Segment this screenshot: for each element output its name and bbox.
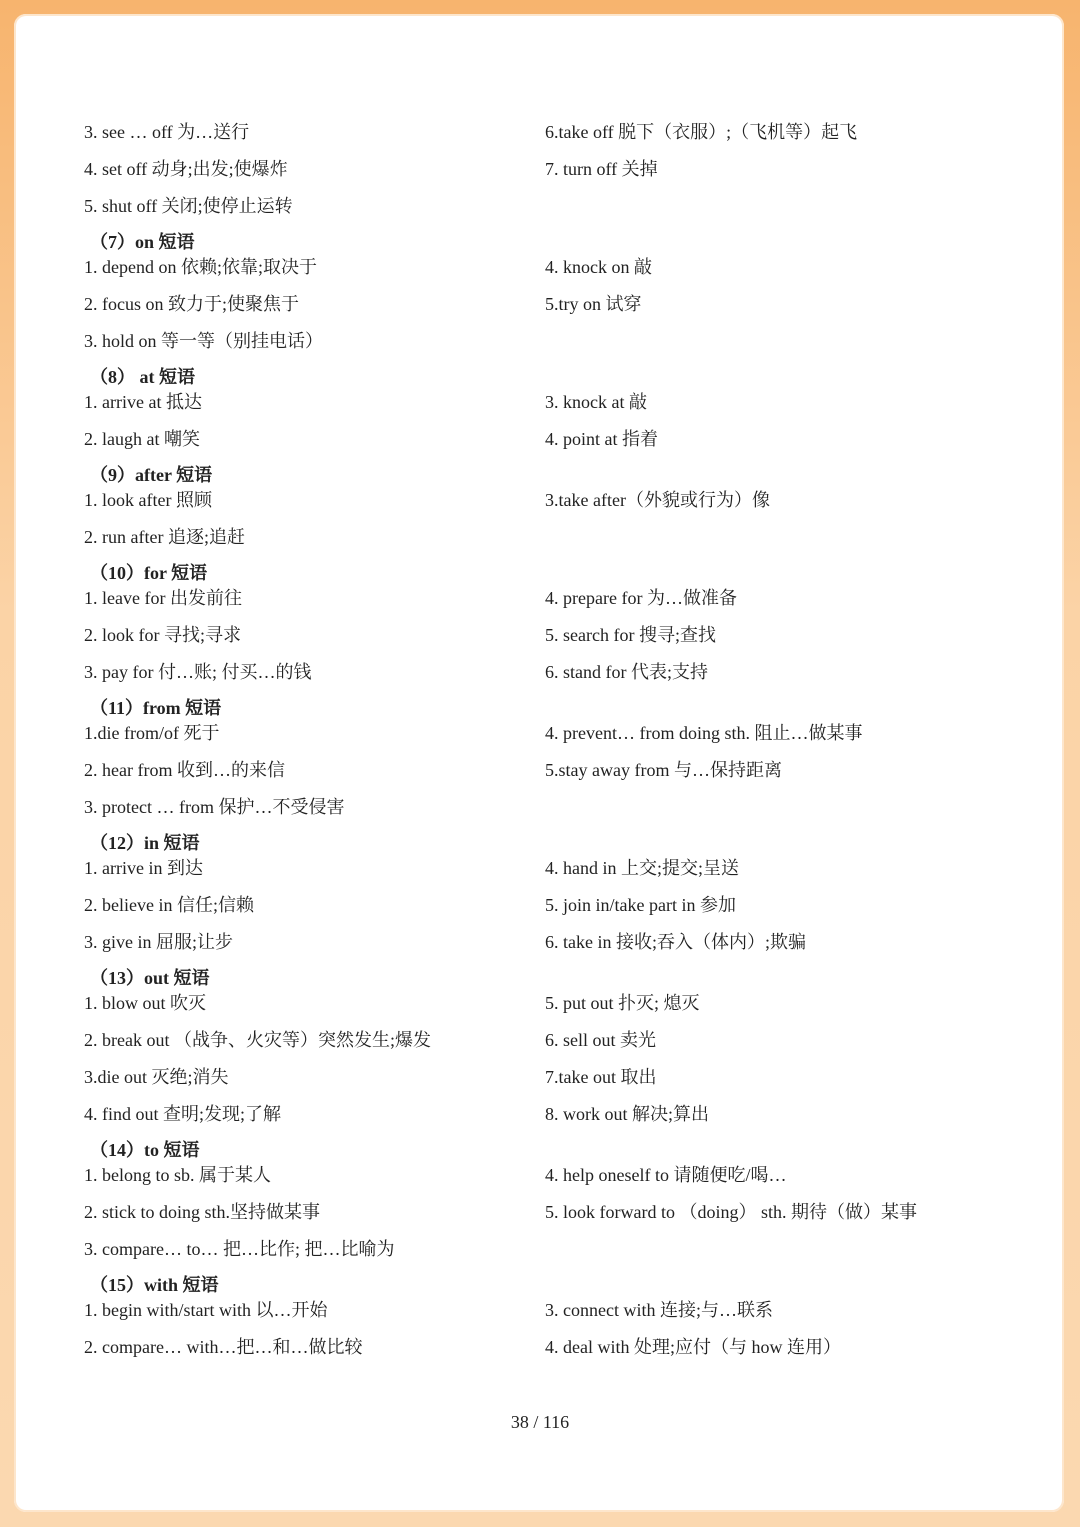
phrase-item: 2. stick to doing sth.坚持做某事	[84, 1202, 321, 1222]
phrase-item: 6. take in 接收;吞入（体内）;欺骗	[545, 932, 806, 952]
phrase-item: 5. look forward to （doing） sth. 期待（做）某事	[545, 1202, 917, 1222]
left-column	[84, 488, 545, 549]
phrase-item: 1. leave for 出发前往	[84, 588, 242, 608]
phrase-item: 4. hand in 上交;提交;呈送	[545, 858, 739, 878]
phrase-list	[84, 120, 984, 1359]
phrase-item: 3. compare… to… 把…比作; 把…比喻为	[84, 1239, 395, 1259]
phrase-item: 7. turn off 关掉	[545, 159, 658, 179]
phrase-item: 1. belong to sb. 属于某人	[84, 1165, 271, 1185]
phrase-section	[84, 696, 984, 819]
left-column	[84, 856, 545, 954]
phrase-item: 1. look after 照顾	[84, 490, 212, 510]
right-column	[545, 390, 984, 451]
phrase-item: 5. search for 搜寻;查找	[545, 625, 716, 645]
phrase-item: 2. believe in 信任;信赖	[84, 895, 254, 915]
section-header: （15）with 短语	[90, 1275, 219, 1295]
phrase-section	[84, 230, 984, 353]
left-column	[84, 1298, 545, 1359]
phrase-item: 5.try on 试穿	[545, 294, 642, 314]
phrase-item: 1.die from/of 死于	[84, 723, 220, 743]
phrase-item: 6.take off 脱下（衣服）;（飞机等）起飞	[545, 122, 858, 142]
phrase-item: 4. prevent… from doing sth. 阻止…做某事	[545, 723, 863, 743]
phrase-section	[84, 831, 984, 954]
phrase-item: 5. put out 扑灭; 熄灭	[545, 993, 700, 1013]
phrase-item: 2. look for 寻找;寻求	[84, 625, 241, 645]
phrase-item: 3.die out 灭绝;消失	[84, 1067, 229, 1087]
phrase-item: 8. work out 解决;算出	[545, 1104, 709, 1124]
phrase-item: 5. shut off 关闭;使停止运转	[84, 196, 293, 216]
phrase-section	[84, 120, 984, 218]
phrase-item: 4. prepare for 为…做准备	[545, 588, 737, 608]
phrase-item: 1. blow out 吹灭	[84, 993, 207, 1013]
right-column	[545, 991, 984, 1126]
phrase-item: 1. arrive at 抵达	[84, 392, 202, 412]
phrase-section	[84, 966, 984, 1126]
section-header: （14）to 短语	[90, 1140, 200, 1160]
phrase-item: 2. compare… with…把…和…做比较	[84, 1337, 363, 1357]
phrase-item: 3. see … off 为…送行	[84, 122, 250, 142]
right-column	[545, 586, 984, 684]
right-column	[545, 721, 984, 819]
right-column	[545, 120, 984, 218]
phrase-item: 2. break out （战争、火灾等）突然发生;爆发	[84, 1030, 431, 1050]
page-number: 38 / 116	[510, 1412, 570, 1432]
phrase-item: 4. help oneself to 请随便吃/喝…	[545, 1165, 787, 1185]
phrase-section	[84, 1138, 984, 1261]
phrase-item: 4. knock on 敲	[545, 257, 652, 277]
right-column	[545, 856, 984, 954]
phrase-item: 3. pay for 付…账; 付买…的钱	[84, 662, 312, 682]
phrase-section	[84, 1273, 984, 1359]
phrase-item: 3. connect with 连接;与…联系	[545, 1300, 773, 1320]
phrase-section	[84, 561, 984, 684]
phrase-item: 3. protect … from 保护…不受侵害	[84, 797, 345, 817]
left-column	[84, 721, 545, 819]
section-header: （12）in 短语	[90, 833, 200, 853]
phrase-item: 4. deal with 处理;应付（与 how 连用）	[545, 1337, 841, 1357]
right-column	[545, 488, 984, 549]
section-header: （11）from 短语	[90, 698, 222, 718]
phrase-item: 5.stay away from 与…保持距离	[545, 760, 782, 780]
section-header: （7）on 短语	[90, 232, 195, 252]
phrase-item: 3. knock at 敲	[545, 392, 647, 412]
right-column	[545, 255, 984, 353]
left-column	[84, 120, 545, 218]
phrase-item: 2. focus on 致力于;使聚焦于	[84, 294, 299, 314]
phrase-section	[84, 365, 984, 451]
left-column	[84, 991, 545, 1126]
right-column	[545, 1163, 984, 1261]
phrase-item: 3.take after（外貌或行为）像	[545, 490, 770, 510]
phrase-section	[84, 463, 984, 549]
right-column	[545, 1298, 984, 1359]
phrase-item: 5. join in/take part in 参加	[545, 895, 736, 915]
section-header: （10）for 短语	[90, 563, 208, 583]
phrase-item: 3. hold on 等一等（别挂电话）	[84, 331, 324, 351]
section-header: （13）out 短语	[90, 968, 210, 988]
left-column	[84, 255, 545, 353]
section-header: （9）after 短语	[90, 465, 213, 485]
left-column	[84, 1163, 545, 1261]
phrase-item: 6. stand for 代表;支持	[545, 662, 708, 682]
phrase-item: 2. run after 追逐;追赶	[84, 527, 245, 547]
phrase-item: 1. arrive in 到达	[84, 858, 203, 878]
phrase-item: 2. laugh at 嘲笑	[84, 429, 200, 449]
phrase-item: 4. point at 指着	[545, 429, 658, 449]
phrase-item: 3. give in 屈服;让步	[84, 932, 233, 952]
section-header: （8） at 短语	[90, 367, 195, 387]
phrase-item: 6. sell out 卖光	[545, 1030, 656, 1050]
left-column	[84, 390, 545, 451]
phrase-item: 2. hear from 收到…的来信	[84, 760, 285, 780]
left-column	[84, 586, 545, 684]
phrase-item: 4. set off 动身;出发;使爆炸	[84, 159, 288, 179]
phrase-item: 1. depend on 依赖;依靠;取决于	[84, 257, 317, 277]
phrase-item: 4. find out 查明;发现;了解	[84, 1104, 281, 1124]
phrase-item: 7.take out 取出	[545, 1067, 657, 1087]
phrase-item: 1. begin with/start with 以…开始	[84, 1300, 328, 1320]
